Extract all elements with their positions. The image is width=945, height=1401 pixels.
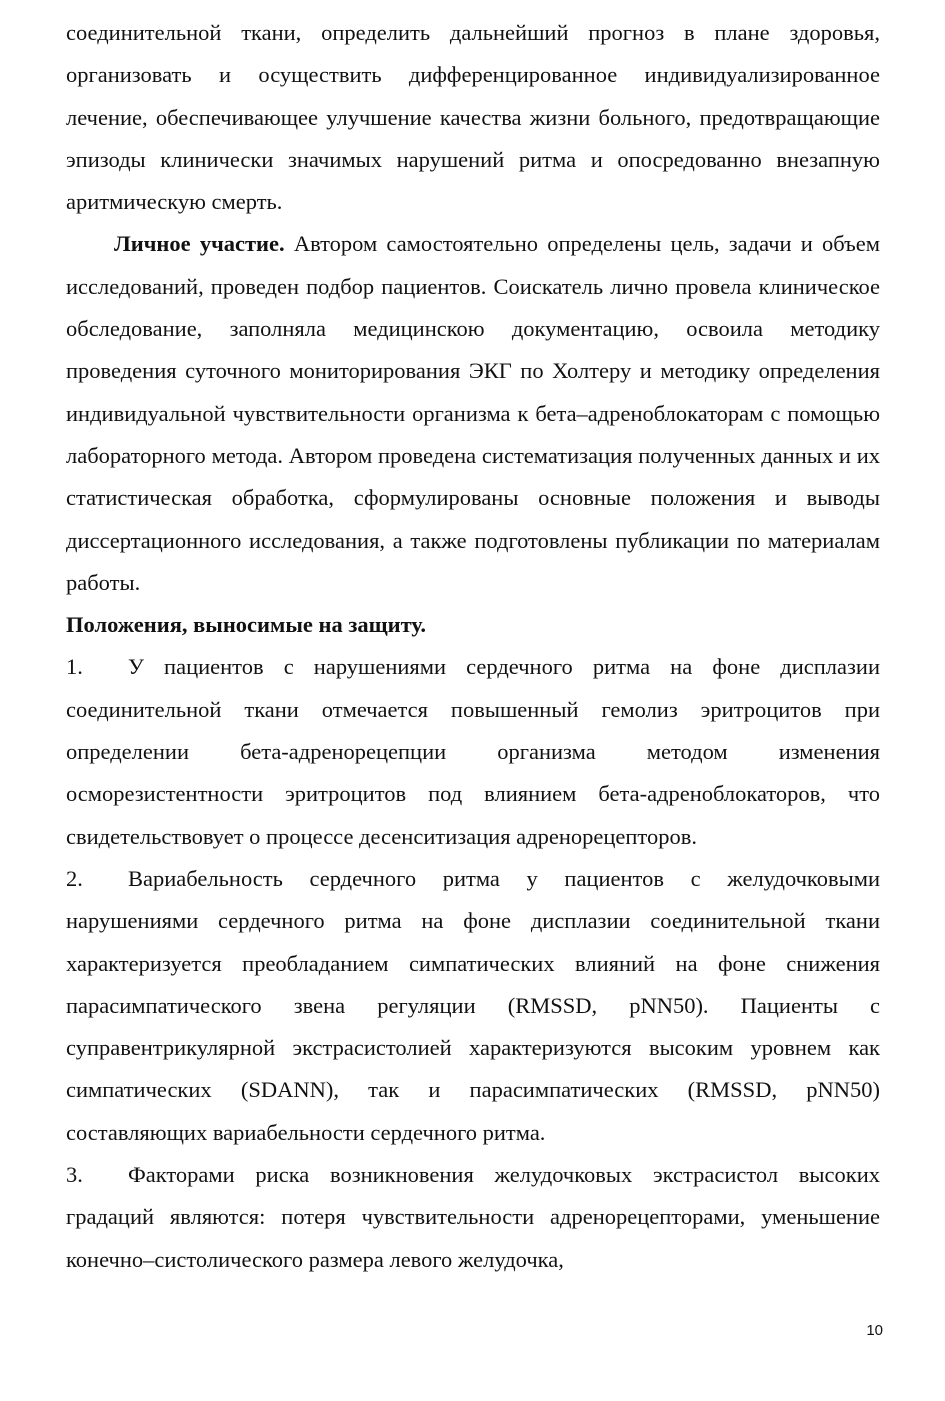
intro-paragraph: соединительной ткани, определить дальнейший прогноз в плане здоровья, организовать и осуществить дифференцированное индивидуализированное лечение, обеспечивающее улучшение качества жизни больного, предотвращающие эпизоды клинически значимых нарушений ритма и опосредованно внезапную аритмическую смерть. bbox=[66, 20, 880, 215]
thesis-number-2: 2. bbox=[66, 865, 83, 891]
thesis-number-3: 3. bbox=[66, 1162, 83, 1188]
thesis-item-3 bbox=[66, 1154, 880, 1281]
personal-participation-label: Личное участие. bbox=[114, 231, 285, 257]
thesis-number-1: 1. bbox=[66, 654, 83, 680]
thesis-item-2 bbox=[66, 858, 880, 1154]
thesis-item-1 bbox=[66, 646, 880, 857]
personal-participation-text: Автором самостоятельно определены цель, задачи и объем исследований, проведен подбор пациентов. Соискатель лично провела клиническое обследование, заполняла медицинскою документацию, освоила методику проведения суточного мониторирования ЭКГ по Холтеру и методику определения индивидуальной чувствительности организма к бета–адреноблокаторам с помощью лабораторного метода. Автором проведена систематизация полученных данных и их статистическая обработка, сформулированы основные положения и выводы диссертационного исследования, а также подготовлены публикации по материалам работы. bbox=[66, 231, 880, 595]
thesis-text-2: Вариабельность сердечного ритма у пациентов с желудочковыми нарушениями сердечного ритма на фоне дисплазии соединительной ткани характеризуется преобладанием симпатических влияний на фоне снижения парасимпатического звена регуляции (RMSSD, pNN50). Пациенты с суправентрикулярной экстрасистолией характеризуются высоким уровнем как симпатических (SDANN), так и парасимпатических (RMSSD, pNN50) составляющих вариабельности сердечного ритма. bbox=[66, 865, 880, 1145]
theses-heading: Положения, выносимые на защиту. bbox=[66, 612, 426, 638]
page-number: 10 bbox=[866, 1322, 883, 1339]
thesis-text-1: У пациентов с нарушениями сердечного ритма на фоне дисплазии соединительной ткани отмечается повышенный гемолиз эритроцитов при определении бета-адренорецепции организма методом изменения осморезистентности эритроцитов под влиянием бета-адреноблокаторов, что свидетельствовует о процессе десенситизация адренорецепторов. bbox=[66, 654, 880, 849]
thesis-text-3: Факторами риска возникновения желудочковых экстрасистол высоких градаций являются: потеря чувствительности адренорецепторами, уменьшение конечно–систолического размера левого желудочка, bbox=[66, 1162, 880, 1272]
document-page bbox=[66, 12, 880, 1281]
personal-participation-paragraph bbox=[66, 223, 880, 604]
